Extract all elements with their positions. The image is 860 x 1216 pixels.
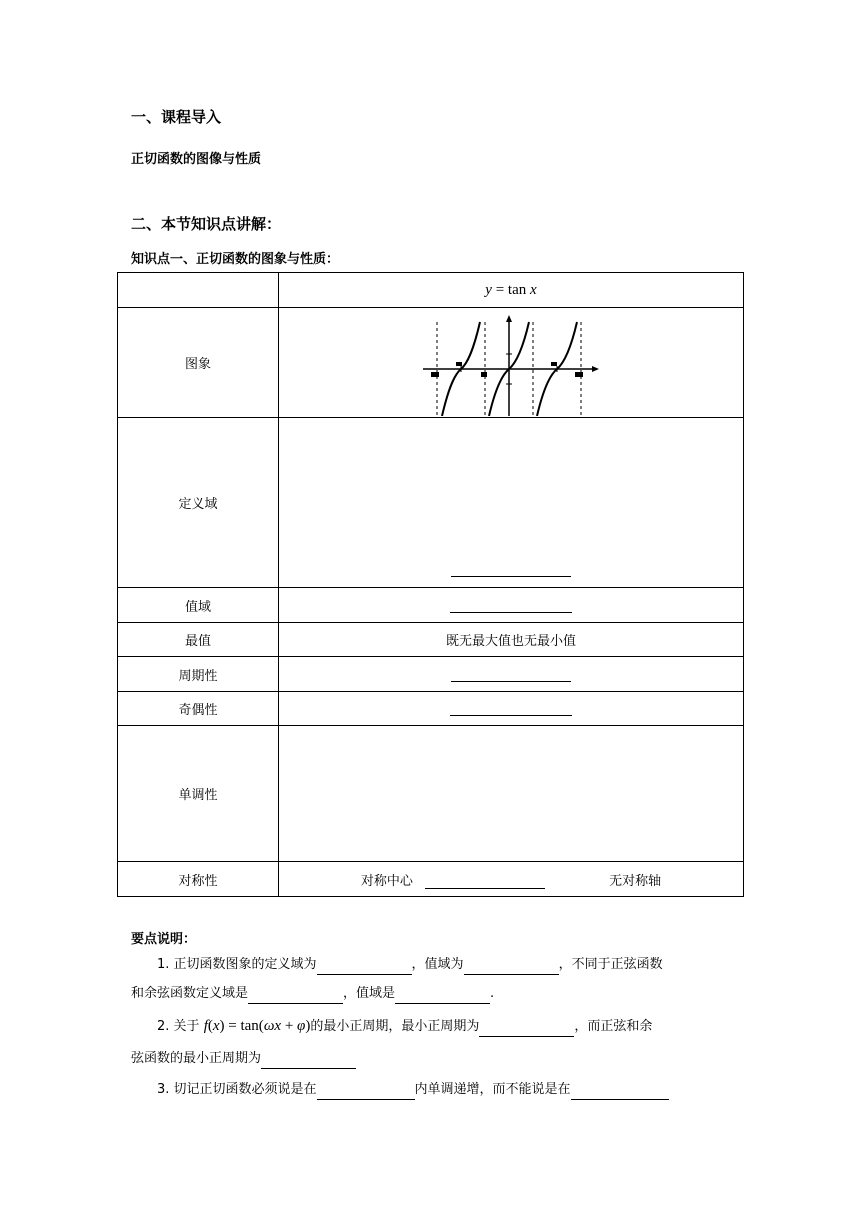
header-formula-cell xyxy=(279,273,744,308)
symmetry-label: 对称性 xyxy=(118,862,279,897)
symmetry-center-blank[interactable] xyxy=(425,874,545,889)
table-row xyxy=(118,273,744,308)
note-text: 弦函数的最小正周期为 xyxy=(131,1051,262,1066)
extremum-value: 既无最大值也无最小值 xyxy=(279,623,744,657)
table-row xyxy=(118,862,744,897)
table-row xyxy=(118,726,744,862)
parity-cell xyxy=(279,692,744,726)
note-text: ，而正弦和余 xyxy=(574,1019,653,1034)
section1-subtitle: 正切函数的图像与性质 xyxy=(131,152,262,167)
period-label: 周期性 xyxy=(118,657,279,692)
symmetry-axis-text: 无对称轴 xyxy=(609,873,662,889)
blank[interactable] xyxy=(464,960,559,975)
domain-label: 定义域 xyxy=(118,418,279,588)
monotonic-cell xyxy=(279,726,744,862)
note-formula: f(x) = tan(ωx + φ) xyxy=(203,1018,311,1034)
domain-cell xyxy=(279,418,744,588)
table-row xyxy=(118,657,744,692)
blank[interactable] xyxy=(479,1022,574,1037)
extremum-label: 最值 xyxy=(118,623,279,657)
blank[interactable] xyxy=(317,1085,415,1100)
symmetry-center-label: 对称中心 xyxy=(360,873,413,889)
note-text: 1. 正切函数图象的定义域为 xyxy=(157,957,317,972)
note-text: 2. 关于 xyxy=(157,1019,200,1034)
header-formula: y = tan x xyxy=(485,281,537,298)
note-item-2-line-2 xyxy=(131,1049,356,1069)
note-text: . xyxy=(490,986,495,1001)
range-cell xyxy=(279,588,744,623)
period-blank[interactable] xyxy=(451,667,571,682)
blank[interactable] xyxy=(571,1085,669,1100)
notes-title: 要点说明： xyxy=(131,932,197,947)
blank[interactable] xyxy=(248,989,343,1004)
range-label: 值域 xyxy=(118,588,279,623)
note-text: 和余弦函数定义域是 xyxy=(131,986,249,1001)
section2-title: 二、本节知识点讲解： xyxy=(131,215,282,233)
properties-table xyxy=(117,272,744,897)
table-row xyxy=(118,692,744,726)
table-row xyxy=(118,588,744,623)
note-text: ，值域是 xyxy=(343,986,396,1001)
note-text: 3. 切记正切函数必须说是在 xyxy=(157,1082,317,1097)
note-text: ，不同于正弦函数 xyxy=(558,957,663,972)
parity-label: 奇偶性 xyxy=(118,692,279,726)
graph-cell xyxy=(279,308,744,418)
note-item-1-line-2 xyxy=(131,984,494,1004)
note-text: 的最小正周期，最小正周期为 xyxy=(310,1019,480,1034)
tan-graph xyxy=(423,312,599,416)
note-text: ，值域为 xyxy=(411,957,464,972)
parity-blank[interactable] xyxy=(450,701,572,716)
table-row xyxy=(118,623,744,657)
range-blank[interactable] xyxy=(450,598,572,613)
note-text: 内单调递增，而不能说是在 xyxy=(414,1082,571,1097)
blank[interactable] xyxy=(317,960,412,975)
blank[interactable] xyxy=(261,1054,356,1069)
header-empty-cell xyxy=(118,273,279,308)
note-item-2-line-1 xyxy=(157,1016,652,1037)
table-row xyxy=(118,308,744,418)
period-cell xyxy=(279,657,744,692)
domain-blank[interactable] xyxy=(451,562,571,577)
knowledge-point-title: 知识点一、正切函数的图象与性质： xyxy=(131,252,340,267)
section1-title: 一、课程导入 xyxy=(131,108,222,126)
note-item-3 xyxy=(157,1080,669,1100)
note-item-1-line-1 xyxy=(157,955,663,975)
monotonic-label: 单调性 xyxy=(118,726,279,862)
graph-label: 图象 xyxy=(118,308,279,418)
symmetry-cell xyxy=(279,862,744,897)
blank[interactable] xyxy=(395,989,490,1004)
table-row xyxy=(118,418,744,588)
